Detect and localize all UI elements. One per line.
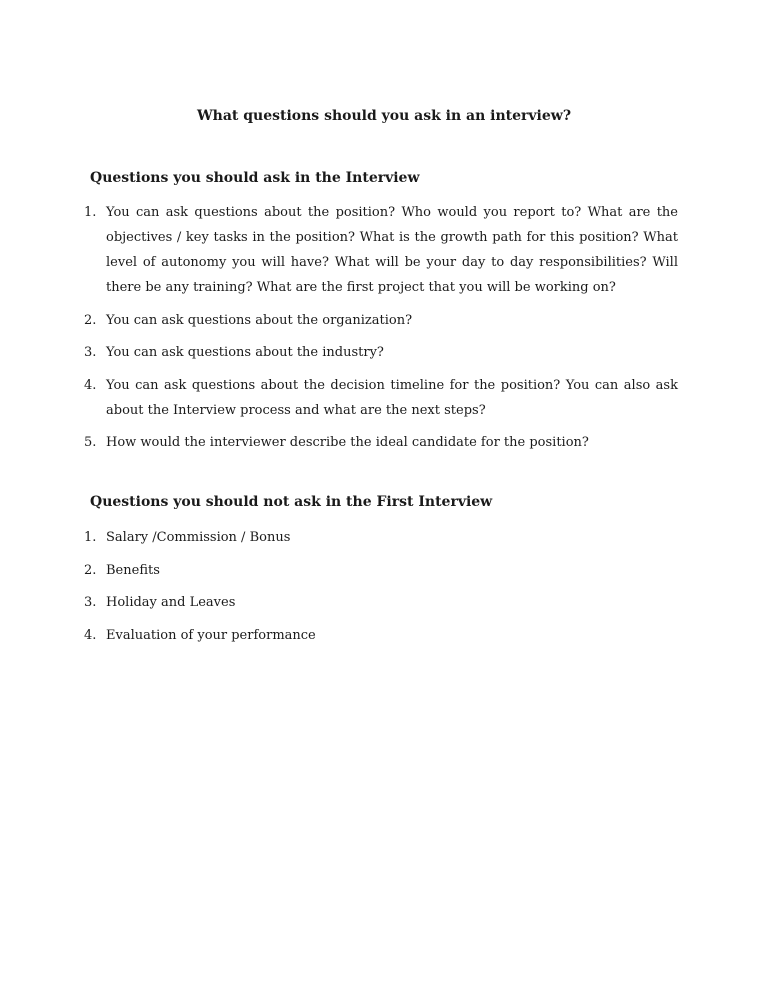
list-item-number: 1. xyxy=(84,530,97,545)
list-item-text: You can ask questions about the organization? xyxy=(106,312,413,328)
list-item-number: 1. xyxy=(84,205,97,220)
list-item-text: Salary /Commission / Bonus xyxy=(106,530,291,545)
list-item-number: 4. xyxy=(84,377,97,393)
list-item-number: 4. xyxy=(84,627,97,643)
list-item-text: Holiday and Leaves xyxy=(106,595,236,610)
do-not-ask-list xyxy=(0,525,678,655)
section-heading-ask: Questions you should ask in the Interview xyxy=(90,170,420,186)
list-item xyxy=(0,623,678,648)
list-item xyxy=(0,373,678,423)
list-item-number: 2. xyxy=(84,312,97,328)
list-item-text: How would the interviewer describe the ideal candidate for the position? xyxy=(106,435,589,450)
list-item xyxy=(0,558,678,583)
list-item-number: 3. xyxy=(84,595,97,610)
list-item-text: You can ask questions about the position? Who would you report to? What are the objectives / key tasks in the position? What is the growth path for this position? What level of autonomy you will have? What will be your day to day responsibilities? Will there be any training? What are the first project that you will be working on? xyxy=(106,205,678,295)
document-title: What questions should you ask in an interview? xyxy=(196,108,572,124)
list-item-text: Benefits xyxy=(106,562,160,578)
list-item-text: You can ask questions about the decision timeline for the position? You can also ask about the Interview process and what are the next steps? xyxy=(106,377,678,418)
list-item xyxy=(0,590,678,615)
list-item-number: 3. xyxy=(84,345,97,360)
list-item-text: Evaluation of your performance xyxy=(106,627,316,643)
list-item xyxy=(0,308,678,333)
list-item xyxy=(0,525,678,550)
ask-questions-list xyxy=(0,200,678,463)
list-item xyxy=(0,340,678,365)
list-item-text: You can ask questions about the industry? xyxy=(106,345,384,360)
list-item xyxy=(0,200,678,300)
list-item-number: 5. xyxy=(84,435,97,450)
section-heading-do-not-ask: Questions you should not ask in the First Interview xyxy=(90,494,493,510)
list-item xyxy=(0,430,678,455)
list-item-number: 2. xyxy=(84,562,97,578)
